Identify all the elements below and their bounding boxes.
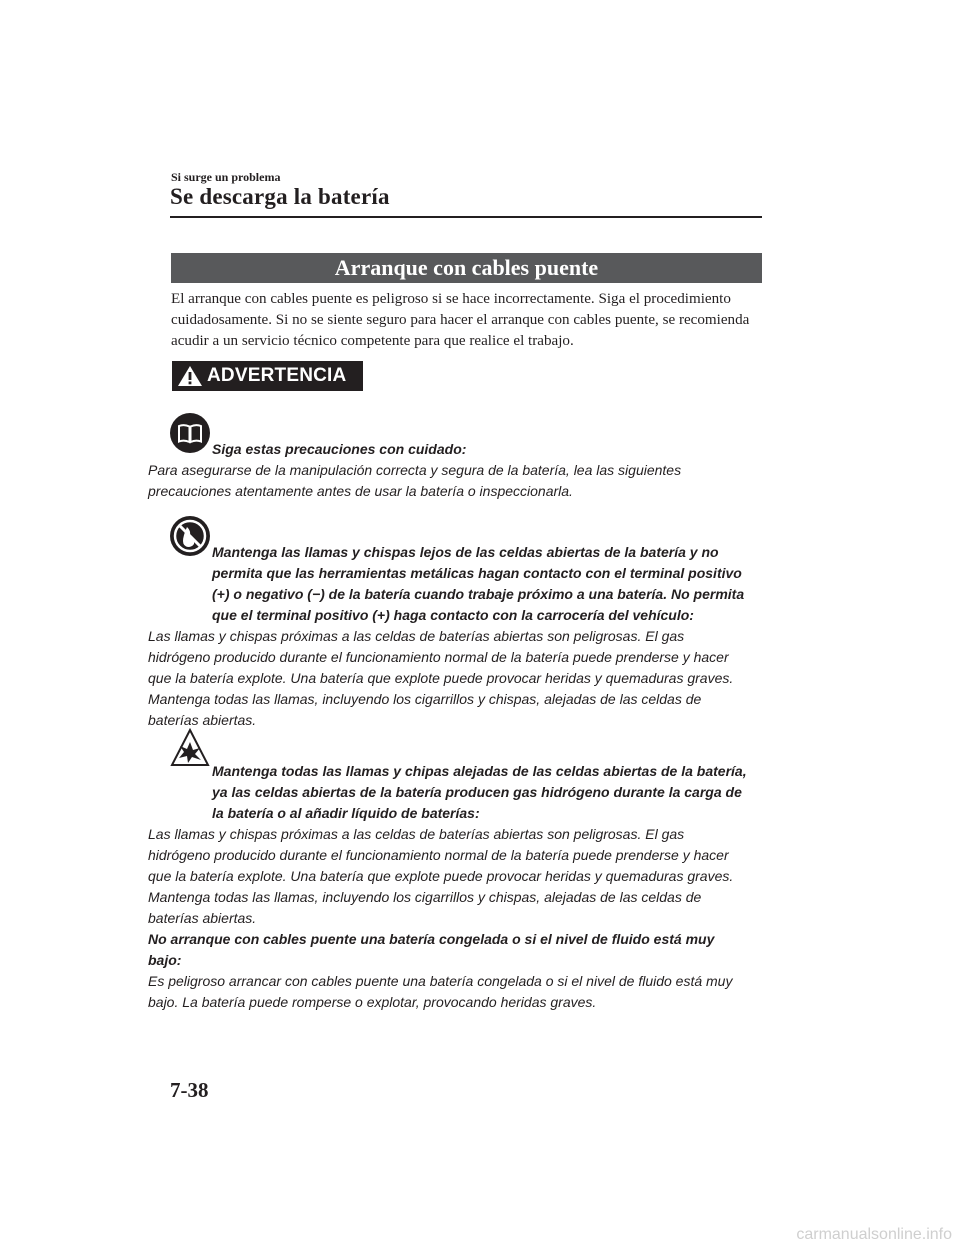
precaution-body: Las llamas y chispas próximas a las celdas de baterías abiertas son peligrosas. El gas hidrógeno producido durante el funcionamiento normal de la batería puede prenderse y hacer que la batería explote. Una batería que explote puede provocar heridas y quemaduras graves. Mantenga todas las llamas, incluyendo los cigarrillos y chispas, alejadas de las celdas de baterías abiertas.	[148, 826, 734, 926]
precaution-heading: No arranque con cables puente una batería congelada o si el nivel de fluido está muy bajo:	[148, 931, 715, 968]
precaution-item	[148, 761, 748, 929]
precaution-body: Para asegurarse de la manipulación correcta y segura de la batería, lea las siguientes precauciones atentamente antes de usar la batería o inspeccionarla.	[148, 462, 682, 499]
page-number: 7-38	[170, 1078, 209, 1102]
precaution-body: Es peligroso arrancar con cables puente una batería congelada o si el nivel de fluido está muy bajo. La batería puede romperse o explotar, provocando heridas graves.	[148, 973, 733, 1010]
precaution-item	[148, 439, 748, 502]
chapter-label: Si surge un problema	[171, 170, 281, 184]
warning-triangle-icon	[177, 365, 203, 387]
precaution-heading: Mantenga todas las llamas y chipas alejadas de las celdas abiertas de la batería, ya las celdas abiertas de la batería producen gas hidrógeno durante la carga de la batería o al añadir líquido de baterías:	[212, 763, 747, 821]
title-rule	[170, 216, 762, 218]
intro-paragraph: El arranque con cables puente es peligroso si se hace incorrectamente. Siga el procedimiento cuidadosamente. Si no se siente seguro para hacer el arranque con cables puente, se recomienda acudir a un servicio técnico competente para que realice el trabajo.	[171, 291, 750, 349]
precaution-body: Las llamas y chispas próximas a las celdas de baterías abiertas son peligrosas. El gas hidrógeno producido durante el funcionamiento normal de la batería puede prenderse y hacer que la batería explote. Una batería que explote puede provocar heridas y quemaduras graves. Mantenga todas las llamas, incluyendo los cigarrillos y chispas, alejadas de las celdas de baterías abiertas.	[148, 628, 734, 728]
footer-watermark: carmanualsonline.info	[796, 1226, 952, 1243]
warning-label: ADVERTENCIA	[207, 365, 347, 386]
precaution-item	[148, 542, 748, 731]
precaution-heading: Mantenga las llamas y chispas lejos de las celdas abiertas de la batería y no permita que las herramientas metálicas hagan contacto con el terminal positivo (+) o negativo (−) de la batería cuando trabaje próximo a una batería. No permita que el terminal positivo (+) haga contacto con la carrocería del vehículo:	[212, 544, 745, 623]
precaution-item	[148, 929, 748, 1013]
warning-badge	[172, 361, 363, 391]
precaution-heading: Siga estas precauciones con cuidado:	[212, 441, 467, 457]
page-title: Se descarga la batería	[170, 184, 390, 209]
section-banner: Arranque con cables puente	[171, 253, 762, 283]
